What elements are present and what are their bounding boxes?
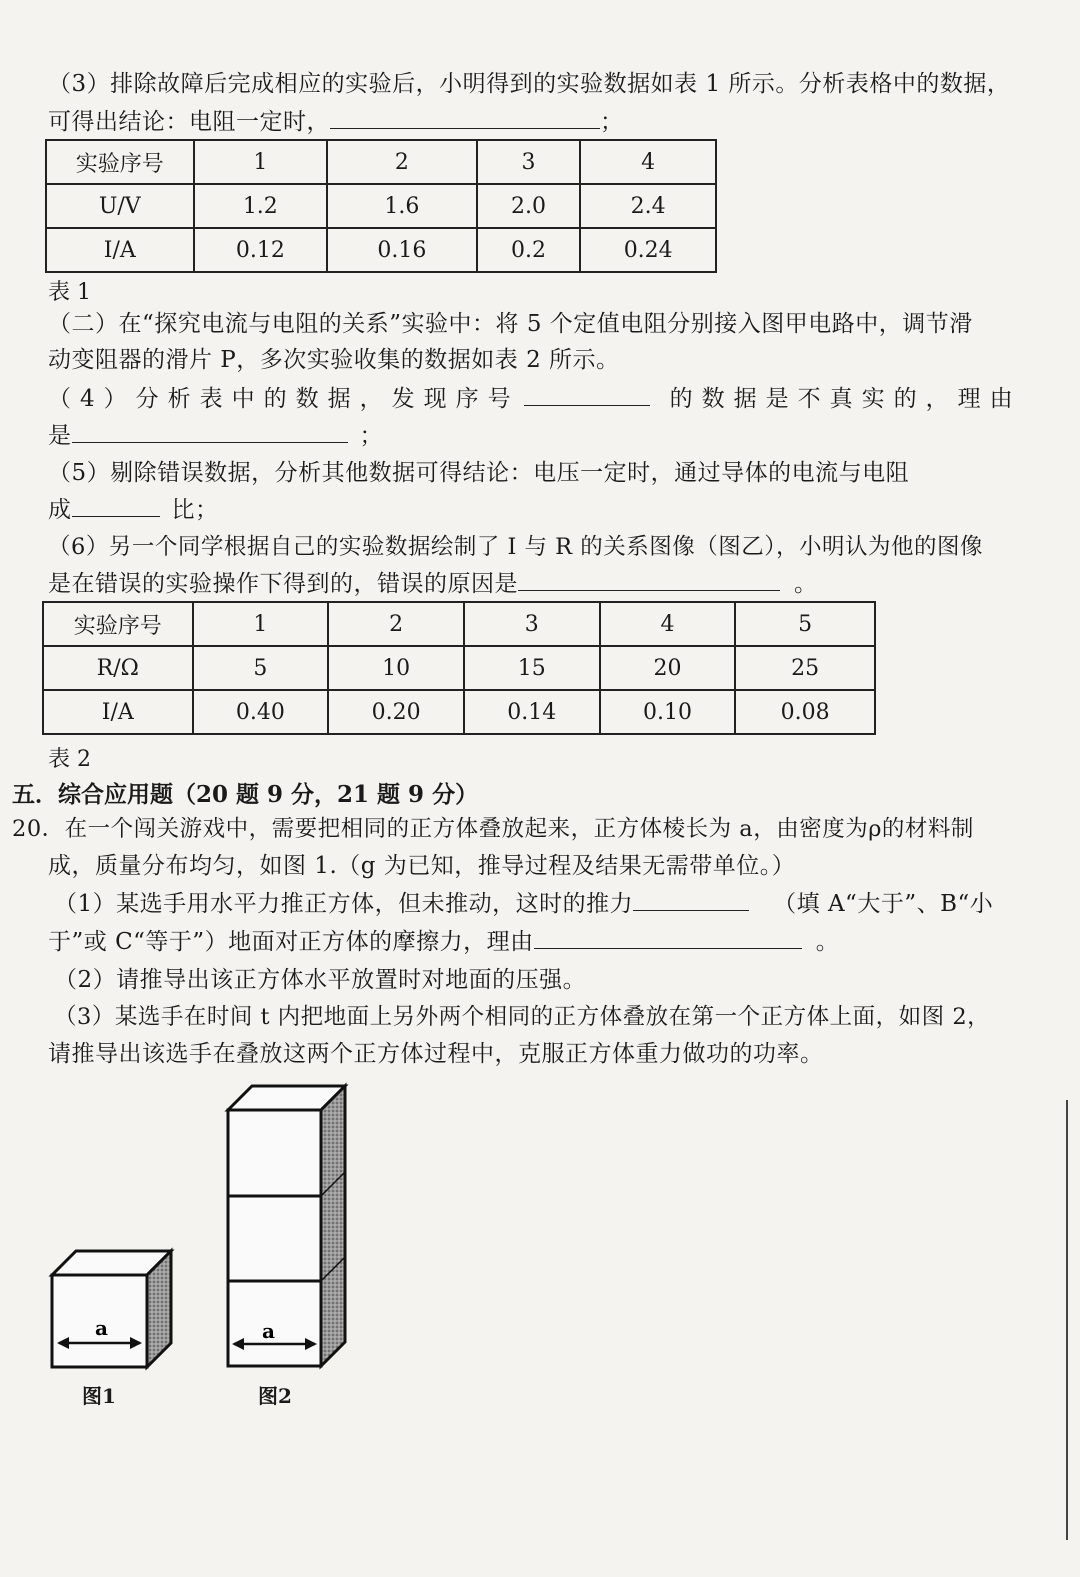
table2-cell: 10 [328,646,464,690]
q20-sub2: （2）请推导出该正方体水平放置时对地面的压强。 [54,967,587,993]
table1-header-cell: 1 [194,140,328,184]
q4-line1 [48,383,1022,415]
table2-cell: 5 [193,646,329,690]
table1-cell: 1.2 [194,184,328,228]
table1-cell: 2.4 [580,184,716,228]
q6-answer-blank[interactable] [518,568,780,591]
q4-line1-suffix: 的数据是不真实的，理由 [669,386,1022,412]
q6-line1: （6）另一个同学根据自己的实验数据绘制了 I 与 R 的关系图像（图乙），小明认为他的图像 [48,534,984,560]
table2-header-cell: 1 [193,602,329,646]
q20-sub1-line2-suffix: 。 [815,929,840,955]
q4-line1-prefix: （4）分析表中的数据，发现序号 [48,386,520,412]
table2-caption: 表 2 [48,747,91,772]
table1-cell: 2.0 [477,184,581,228]
figure2-label: 图2 [258,1384,292,1408]
stack-side-face [321,1086,345,1366]
table1-header-label: 实验序号 [46,140,194,184]
table2-cell: 20 [600,646,736,690]
table2-header-label: 实验序号 [43,602,193,646]
q5-line2-prefix: 成 [48,497,72,523]
table2-current-row [43,690,875,734]
q4-line2-prefix: 是 [48,423,72,449]
table2-row-label: I/A [43,690,193,734]
scan-edge-line [1066,1100,1068,1540]
table1-header-row [46,140,716,184]
q5-line1: （5）剔除错误数据，分析其他数据可得结论：电压一定时，通过导体的电流与电阻 [48,460,910,486]
part2-line1: （二）在“探究电流与电阻的关系”实验中：将 5 个定值电阻分别接入图甲电路中，调节滑 [48,311,973,337]
table1-header-cell: 2 [327,140,477,184]
table1-current-row [46,228,716,272]
table1-cell: 0.16 [327,228,477,272]
figure2-cube-stack [220,1078,355,1373]
edge-label: a [95,1316,108,1340]
table2-cell: 0.40 [193,690,329,734]
q6-line2-suffix: 。 [794,571,818,597]
table-1 [45,139,717,273]
q3-line2-suffix: ； [600,109,624,135]
stack-cube-middle [228,1196,321,1281]
table1-cell: 0.12 [194,228,328,272]
table1-caption: 表 1 [48,280,91,305]
figure1-label: 图1 [82,1384,116,1408]
q20-sub1-choice-blank[interactable] [633,888,749,911]
table2-cell: 0.10 [600,690,736,734]
section5-title: 五．综合应用题（20 题 9 分，21 题 9 分） [12,781,479,808]
table1-cell: 0.2 [477,228,581,272]
q4-line2-suffix: ； [359,423,383,449]
table2-row-label: R/Ω [43,646,193,690]
q5-line2-suffix: 比； [171,497,219,523]
q20-sub1-suffix: （填 A“大于”、B“小 [773,891,994,917]
table1-header-cell: 3 [477,140,581,184]
q20-sub1-reason-blank[interactable] [534,926,802,949]
part2-line2: 动变阻器的滑片 P，多次实验收集的数据如表 2 所示。 [48,347,620,373]
table1-voltage-row [46,184,716,228]
q5-line2 [48,494,219,526]
table2-header-cell: 2 [328,602,464,646]
table2-cell: 0.08 [735,690,875,734]
q3-line2 [48,106,624,138]
table2-header-row [43,602,875,646]
q20-sub1-line2-prefix: 于”或 C“等于”）地面对正方体的摩擦力，理由 [48,929,534,955]
q5-answer-blank[interactable] [72,494,160,517]
q20-line1: 20．在一个闯关游戏中，需要把相同的正方体叠放起来，正方体棱长为 a，由密度为ρ的材料制 [12,816,974,842]
edge-label: a [262,1319,275,1343]
q20-sub1-line1 [54,888,993,920]
q20-sub1-line2 [48,926,839,958]
q6-line2 [48,568,818,600]
stack-cube-top [228,1110,321,1196]
table2-header-cell: 5 [735,602,875,646]
q20-line2: 成，质量分布均匀，如图 1.（g 为已知，推导过程及结果无需带单位。） [48,853,796,879]
table2-cell: 0.20 [328,690,464,734]
table-2 [42,601,876,735]
table1-header-cell: 4 [580,140,716,184]
table2-header-cell: 4 [600,602,736,646]
table1-row-label: I/A [46,228,194,272]
table2-cell: 15 [464,646,600,690]
figure1-cube [45,1245,180,1375]
q3-line2-prefix: 可得出结论：电阻一定时， [48,109,330,135]
table2-header-cell: 3 [464,602,600,646]
table2-resistance-row [43,646,875,690]
q4-line2 [48,420,383,452]
table1-row-label: U/V [46,184,194,228]
q20-sub1-prefix: （1）某选手用水平力推正方体，但未推动，这时的推力 [54,891,634,917]
table2-cell: 25 [735,646,875,690]
q3-line1: （3）排除故障后完成相应的实验后，小明得到的实验数据如表 1 所示。分析表格中的数据， [48,71,1011,97]
table2-cell: 0.14 [464,690,600,734]
q3-answer-blank[interactable] [330,106,600,129]
q4-number-blank[interactable] [524,383,650,406]
q6-line2-prefix: 是在错误的实验操作下得到的，错误的原因是 [48,571,518,597]
table1-cell: 0.24 [580,228,716,272]
q20-sub3-line2: 请推导出该选手在叠放这两个正方体过程中，克服正方体重力做功的功率。 [48,1041,824,1067]
table1-cell: 1.6 [327,184,477,228]
q4-reason-blank[interactable] [72,420,348,443]
q20-sub3-line1: （3）某选手在时间 t 内把地面上另外两个相同的正方体叠放在第一个正方体上面，如图 2， [54,1004,991,1030]
